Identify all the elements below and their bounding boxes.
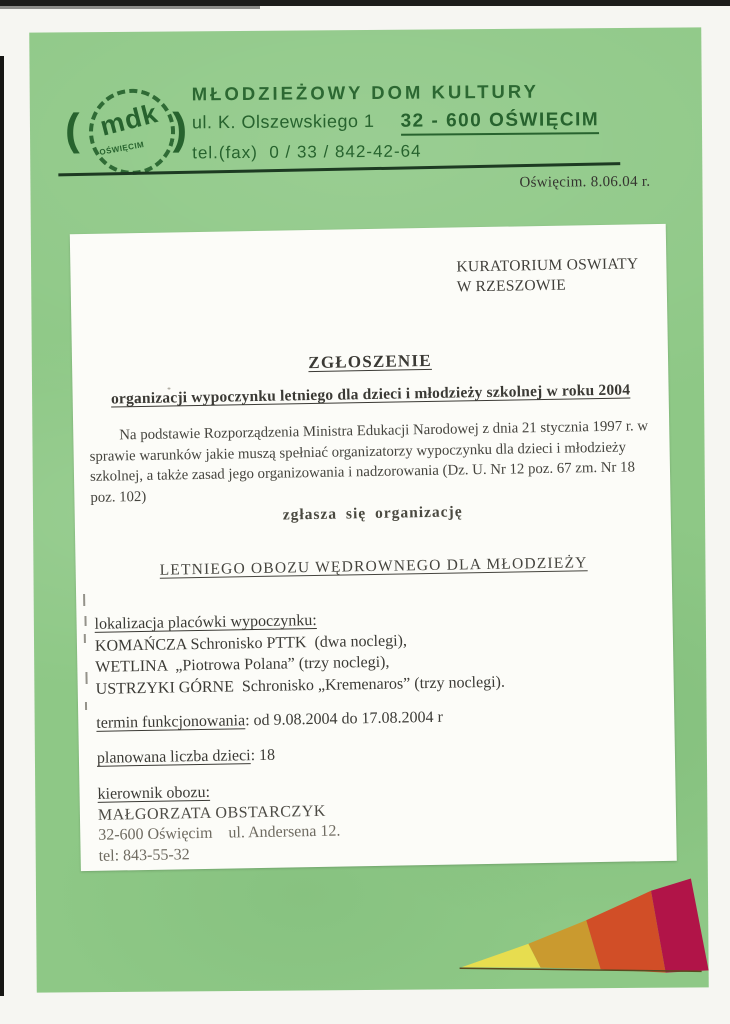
location-label: lokalizacja placówki wypoczynku:: [94, 611, 317, 633]
typed-document-sheet: [70, 224, 677, 871]
document-title: [72, 347, 668, 377]
term-label: termin funkcjonowania: [96, 712, 246, 732]
camp-title: [76, 553, 672, 581]
scan-edge-top-shadow: [0, 6, 260, 9]
manager-phone: tel: 843-55-32: [98, 845, 190, 865]
legal-basis-paragraph: Na podstawie Rozporządzenia Ministra Edukacji Narodowej z dnia 21 stycznia 1997 r. w sprawie warunków jakie muszą spełniać organizatorzy wypoczynku dla dzieci i młodzieży szkolnej, a także zasad jego organizowania i nadzorowania (Dz. U. Nr 12 poz. 67 zm. Nr 18 poz. 102): [89, 418, 649, 506]
letterhead-address-row: [192, 109, 599, 137]
document-subtitle: [73, 381, 669, 409]
document-date: Oświęcim. 8.06.04 r.: [519, 173, 651, 191]
term-value: : od 9.08.2004 do 17.08.2004 r: [244, 708, 444, 730]
bleedthrough-mark: [84, 634, 86, 643]
location-item: KOMAŃCZA Schronisko PTTK (dwa noclegi),: [94, 631, 408, 655]
postal-city: 32 - 600 OŚWIĘCIM: [400, 109, 599, 136]
bleedthrough-mark: [84, 616, 86, 626]
declaration-line: zgłasza się organizację: [282, 503, 463, 524]
document-subtitle-text: organizacji wypoczynku letniego dla dzieci i młodzieży szkolnej w roku 2004: [110, 381, 631, 408]
color-fan-decoration: [451, 867, 714, 977]
letterhead-text-block: [192, 80, 600, 163]
location-item: WETLINA „Piotrowa Polana” (trzy noclegi),: [95, 653, 390, 676]
recipient-block: [456, 254, 639, 297]
fan-segment-yellow: [461, 944, 540, 969]
logo-paren-left: (: [64, 105, 80, 155]
scan-edge-left: [0, 56, 4, 996]
manager-address: 32-600 Oświęcim ul. Andersena 12.: [98, 822, 341, 844]
document-title-text: ZGŁOSZENIE: [308, 350, 432, 373]
children-value: : 18: [250, 746, 276, 765]
recipient-line2: W RZESZOWIE: [456, 276, 567, 296]
children-count-line: [97, 747, 275, 768]
green-letterhead-paper: [29, 27, 709, 992]
camp-manager-section: [97, 781, 341, 867]
term-line: [96, 709, 443, 733]
logo-mdk-text: mdk: [96, 98, 162, 142]
children-label: planowana liczba dzieci: [96, 747, 251, 767]
bleedthrough-mark: [83, 594, 85, 606]
logo-city-text: OŚWIĘCIM: [98, 139, 145, 157]
phone-fax-line: tel.(fax) 0 / 33 / 842-42-64: [192, 141, 422, 163]
mdk-stamp-logo: [66, 83, 189, 194]
bleedthrough-mark: [85, 702, 87, 710]
manager-name: MAŁGORZATA OBSTARCZYK: [97, 802, 326, 824]
location-section: [94, 607, 505, 700]
manager-label: kierownik obozu:: [97, 783, 211, 803]
camp-title-text: LETNIEGO OBOZU WĘDROWNEGO DLA MŁODZIEŻY: [159, 554, 588, 579]
organization-name: MŁODZIEŻOWY DOM KULTURY: [191, 80, 539, 105]
street-address: ul. K. Olszewskiego 1: [191, 110, 375, 133]
recipient-line1: KURATORIUM OSWIATY: [456, 255, 639, 276]
logo-paren-right: ): [172, 104, 188, 154]
location-item: USTRZYKI GÓRNE Schronisko „Kremenaros” (trzy noclegi).: [95, 673, 506, 698]
bleedthrough-mark: [85, 672, 87, 684]
